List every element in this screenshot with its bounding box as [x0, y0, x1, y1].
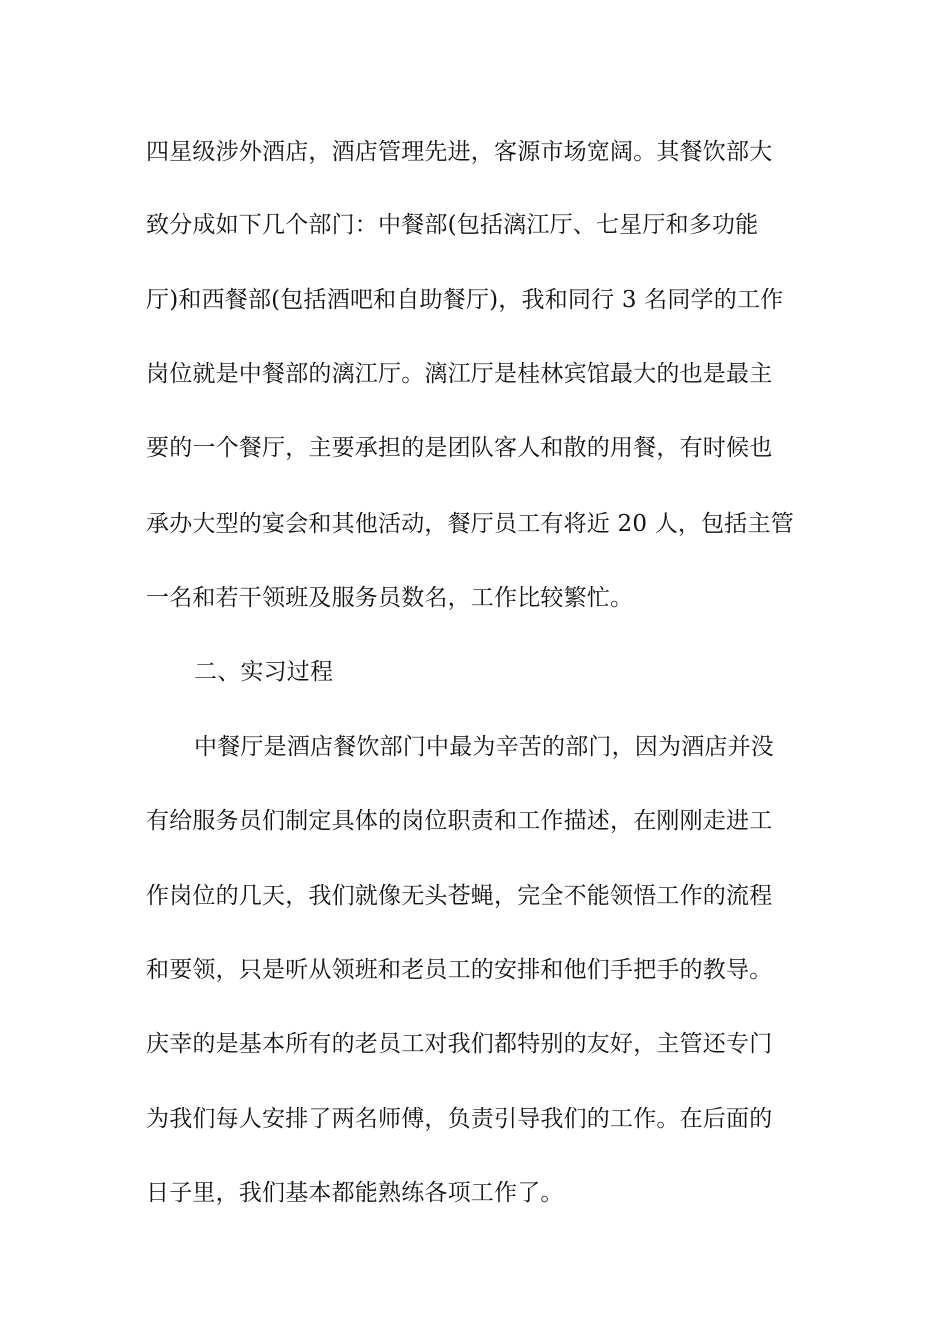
paragraph-line: 作岗位的几天，我们就像无头苍蝇，完全不能领悟工作的流程 — [146, 883, 773, 909]
paragraph-line: 庆幸的是基本所有的老员工对我们都特别的友好，主管还专门 — [146, 1031, 773, 1057]
paragraph-line: 致分成如下几个部门：中餐部(包括漓江厅、七星厅和多功能 — [146, 212, 759, 238]
paragraph-line: 和要领，只是听从领班和老员工的安排和他们手把手的教导。 — [146, 957, 773, 983]
paragraph-line: 日子里，我们基本都能熟练各项工作了。 — [146, 1180, 564, 1206]
paragraph-line: 要的一个餐厅，主要承担的是团队客人和散的用餐，有时候也 — [146, 435, 773, 461]
paragraph-line: 为我们每人安排了两名师傅，负责引导我们的工作。在后面的 — [146, 1106, 773, 1132]
paragraph-line: 中餐厅是酒店餐饮部门中最为辛苦的部门，因为酒店并没 — [194, 734, 774, 760]
paragraph-line: 岗位就是中餐部的漓江厅。漓江厅是桂林宾馆最大的也是最主 — [146, 361, 773, 387]
paragraph-line: 厅)和西餐部(包括酒吧和自助餐厅)，我和同行 3 名同学的工作 — [146, 287, 784, 313]
section-heading: 二、实习过程 — [194, 659, 334, 685]
paragraph-line: 一名和若干领班及服务员数名，工作比较繁忙。 — [146, 585, 634, 611]
paragraph-line: 有给服务员们制定具体的岗位职责和工作描述，在刚刚走进工 — [146, 808, 773, 834]
paragraph-line: 四星级涉外酒店，酒店管理先进，客源市场宽阔。其餐饮部大 — [146, 139, 773, 165]
paragraph-line: 承办大型的宴会和其他活动，餐厅员工有将近 20 人，包括主管 — [146, 511, 794, 537]
